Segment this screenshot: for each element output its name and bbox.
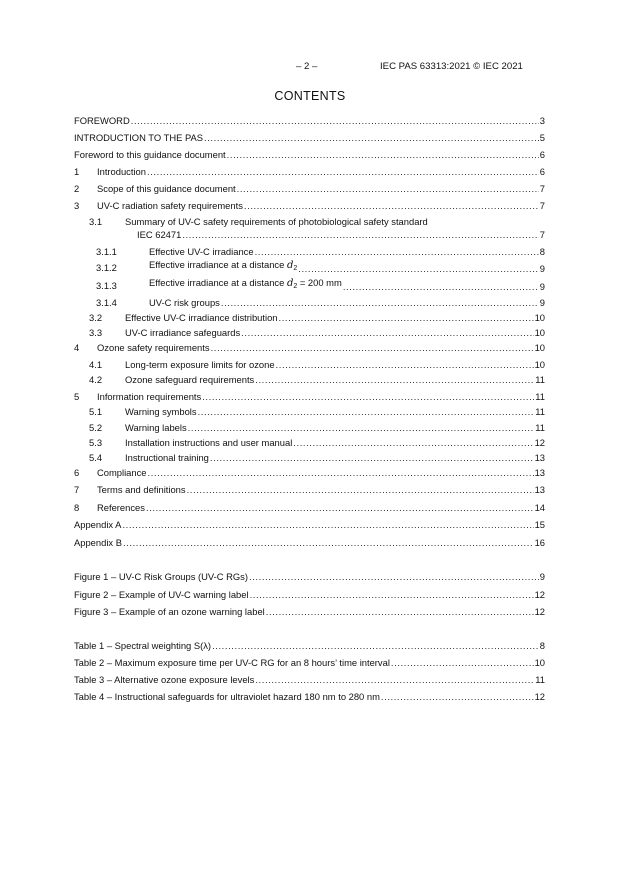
table-entry[interactable]: [74, 689, 545, 702]
toc-section-number: 3.1.2: [96, 262, 117, 273]
table-entry[interactable]: [74, 655, 545, 668]
toc-entry-text: Long-term exposure limits for ozone: [125, 359, 275, 370]
toc-entry-text: UV-C risk groups: [149, 297, 220, 308]
toc-entry-scope[interactable]: [97, 181, 545, 194]
dot-leader: [210, 452, 534, 463]
toc-entry-terms[interactable]: [97, 482, 545, 495]
toc-section-number: 1: [74, 166, 80, 177]
toc-page-number: 11: [535, 422, 545, 433]
dot-leader: [381, 691, 534, 702]
toc-entry-introduction[interactable]: [97, 164, 545, 177]
figure-entry[interactable]: [74, 604, 545, 617]
dot-leader: [188, 422, 535, 433]
dot-leader: [298, 263, 539, 274]
toc-entry-text: Installation instructions and user manual: [125, 437, 293, 448]
toc-page-number: 11: [535, 391, 545, 402]
toc-entry-foreword-guidance[interactable]: [74, 147, 545, 160]
toc-entry-text: UV-C irradiance safeguards: [125, 327, 241, 338]
toc-entry-text: INTRODUCTION TO THE PAS: [74, 132, 204, 143]
toc-section-number: 4: [74, 342, 80, 353]
toc-entry-warning-labels[interactable]: [125, 420, 545, 433]
dot-leader: [148, 467, 534, 478]
figure-entry-text: Figure 1 – UV-C Risk Groups (UV-C RGs): [74, 571, 248, 582]
dot-leader: [293, 437, 533, 448]
toc-entry-ozone-safety[interactable]: [97, 340, 545, 353]
toc-entry-references[interactable]: [97, 500, 545, 513]
dot-leader: [221, 297, 539, 308]
toc-entry-uvc-summary[interactable]: [137, 227, 545, 240]
toc-entry-irradiance-distribution[interactable]: [125, 310, 545, 323]
table-page-number: 10: [534, 657, 545, 668]
dot-leader: [227, 149, 539, 160]
toc-page-number: 16: [534, 537, 545, 548]
toc-section-number: 5: [74, 391, 80, 402]
toc-page-number: 8: [539, 246, 545, 257]
table-entry[interactable]: [74, 672, 545, 685]
dot-leader: [123, 537, 534, 548]
toc-entry-appendix-a[interactable]: [74, 517, 545, 530]
toc-entry-text: FOREWORD: [74, 115, 130, 126]
dot-leader: [147, 166, 539, 177]
figure-page-number: 12: [534, 589, 545, 600]
dot-leader: [211, 342, 534, 353]
toc-page-number: 10: [534, 312, 545, 323]
toc-entry-information[interactable]: [97, 389, 545, 402]
toc-entry-irradiance-distance[interactable]: [149, 260, 545, 274]
dot-leader: [212, 640, 539, 651]
toc-section-number: 4.1: [89, 359, 103, 370]
toc-section-number: 5.1: [89, 406, 103, 417]
toc-page-number: 6: [539, 149, 545, 160]
toc-section-number: 3.1: [89, 216, 103, 227]
toc-page-number: 10: [534, 359, 545, 370]
toc-section-number: 7: [74, 484, 80, 495]
toc-page-number: 13: [534, 452, 545, 463]
dot-leader: [237, 183, 539, 194]
toc-page-number: 10: [534, 342, 545, 353]
toc-page-number: 11: [535, 406, 545, 417]
dot-leader: [202, 391, 534, 402]
toc-page-number: 5: [539, 132, 545, 143]
toc-entry-effective-uvc-irradiance[interactable]: [149, 244, 545, 257]
page-title: CONTENTS: [274, 89, 346, 103]
toc-entry-text-line1: Summary of UV-C safety requirements of photobiological safety standard: [125, 216, 428, 227]
dot-leader: [276, 359, 534, 370]
toc-section-number: 3.1.3: [96, 280, 117, 291]
toc-entry-warning-symbols[interactable]: [125, 404, 545, 417]
table-entry-text: Table 1 – Spectral weighting S(λ): [74, 640, 212, 651]
toc-entry-text: Compliance: [97, 467, 147, 478]
toc-entry-text: Effective irradiance at a distance $d_2$: [149, 259, 298, 272]
dot-leader: [182, 229, 538, 240]
toc-entry-text: Ozone safeguard requirements: [125, 374, 255, 385]
toc-section-number: 4.2: [89, 374, 103, 385]
toc-section-number: 5.4: [89, 452, 103, 463]
toc-page-number: 3: [539, 115, 545, 126]
figure-page-number: 12: [534, 606, 545, 617]
table-entry-text: Table 4 – Instructional safeguards for ultraviolet hazard 180 nm to 280 nm: [74, 691, 380, 702]
dot-leader: [198, 406, 535, 417]
toc-page-number: 7: [539, 183, 545, 194]
dot-leader: [187, 484, 534, 495]
toc-page-number: 9: [539, 297, 545, 308]
toc-entry-foreword[interactable]: [74, 113, 545, 126]
dot-leader: [391, 657, 534, 668]
document-reference: IEC PAS 63313:2021 © IEC 2021: [380, 61, 523, 72]
table-entry-text: Table 2 – Maximum exposure time per UV-C RG for an 8 hours’ time interval: [74, 657, 390, 668]
table-page-number: 11: [535, 674, 545, 685]
toc-entry-text: IEC 62471: [137, 229, 182, 240]
toc-section-number: 3: [74, 200, 80, 211]
toc-entry-text: Ozone safety requirements: [97, 342, 210, 353]
table-page-number: 8: [539, 640, 545, 651]
figure-entry[interactable]: [74, 587, 545, 600]
toc-entry-irradiance-200mm[interactable]: [149, 278, 545, 292]
toc-entry-text: Appendix B: [74, 537, 122, 548]
dot-leader: [279, 312, 534, 323]
dot-leader: [244, 200, 539, 211]
toc-page-number: 9: [539, 263, 545, 274]
toc-entry-text: Effective irradiance at a distance $d_2 = 200$ mm: [149, 277, 342, 290]
toc-section-number: 5.3: [89, 437, 103, 448]
toc-page-number: 7: [539, 229, 545, 240]
toc-entry-text: Warning labels: [125, 422, 187, 433]
toc-page-number: 7: [539, 200, 545, 211]
toc-section-number: 3.1.1: [96, 246, 117, 257]
toc-entry-uvc-risk-groups[interactable]: [149, 295, 545, 308]
dot-leader: [343, 281, 539, 292]
toc-section-number: 8: [74, 502, 80, 513]
toc-entry-text: Foreword to this guidance document: [74, 149, 226, 160]
toc-section-number: 5.2: [89, 422, 103, 433]
dot-leader: [241, 327, 533, 338]
toc-section-number: 2: [74, 183, 80, 194]
toc-entry-compliance[interactable]: [97, 465, 545, 478]
dot-leader: [131, 115, 539, 126]
toc-section-number: 3.3: [89, 327, 103, 338]
toc-entry-text: Instructional training: [125, 452, 209, 463]
toc-entry-text: Information requirements: [97, 391, 202, 402]
figure-page-number: 9: [539, 571, 545, 582]
toc-entry-training[interactable]: [125, 450, 545, 463]
toc-entry-irradiance-safeguards[interactable]: [125, 325, 545, 338]
toc-page-number: 15: [534, 519, 545, 530]
toc-entry-text: Terms and definitions: [97, 484, 186, 495]
toc-page-number: 11: [535, 374, 545, 385]
toc-entry-text: References: [97, 502, 145, 513]
toc-section-number: 6: [74, 467, 80, 478]
toc-page-number: 9: [539, 281, 545, 292]
toc-entry-installation[interactable]: [125, 435, 545, 448]
dot-leader: [250, 589, 534, 600]
page-number: – 2 –: [296, 61, 318, 72]
dot-leader: [266, 606, 534, 617]
table-entry-text: Table 3 – Alternative ozone exposure levels: [74, 674, 255, 685]
toc-page-number: 10: [534, 327, 545, 338]
toc-entry-text: UV-C radiation safety requirements: [97, 200, 243, 211]
toc-page-number: 13: [534, 484, 545, 495]
table-page-number: 12: [534, 691, 545, 702]
toc-page-number: 12: [534, 437, 545, 448]
dot-leader: [204, 132, 539, 143]
toc-page-number: 13: [534, 467, 545, 478]
dot-leader: [249, 571, 539, 582]
toc-entry-text: Appendix A: [74, 519, 122, 530]
dot-leader: [146, 502, 534, 513]
dot-leader: [255, 674, 534, 685]
toc-entry-ozone-safeguards[interactable]: [125, 372, 545, 385]
toc-entry-text: Scope of this guidance document: [97, 183, 236, 194]
dot-leader: [255, 374, 534, 385]
toc-entry-text: Introduction: [97, 166, 146, 177]
toc-page-number: 6: [539, 166, 545, 177]
toc-entry-text: Effective UV-C irradiance distribution: [125, 312, 278, 323]
toc-entry-text: Warning symbols: [125, 406, 197, 417]
toc-entry-ozone-limits[interactable]: [125, 357, 545, 370]
figure-entry-text: Figure 3 – Example of an ozone warning label: [74, 606, 265, 617]
toc-section-number: 3.2: [89, 312, 103, 323]
figure-entry-text: Figure 2 – Example of UV-C warning label: [74, 589, 249, 600]
toc-entry-text: Effective UV-C irradiance: [149, 246, 254, 257]
toc-entry-uvc-radiation[interactable]: [97, 198, 545, 211]
toc-page-number: 14: [534, 502, 545, 513]
figure-entry[interactable]: [74, 569, 545, 582]
toc-section-number: 3.1.4: [96, 297, 117, 308]
dot-leader: [122, 519, 533, 530]
table-entry[interactable]: [74, 638, 545, 651]
toc-entry-appendix-b[interactable]: [74, 535, 545, 548]
dot-leader: [255, 246, 539, 257]
toc-entry-introduction-pas[interactable]: [74, 130, 545, 143]
